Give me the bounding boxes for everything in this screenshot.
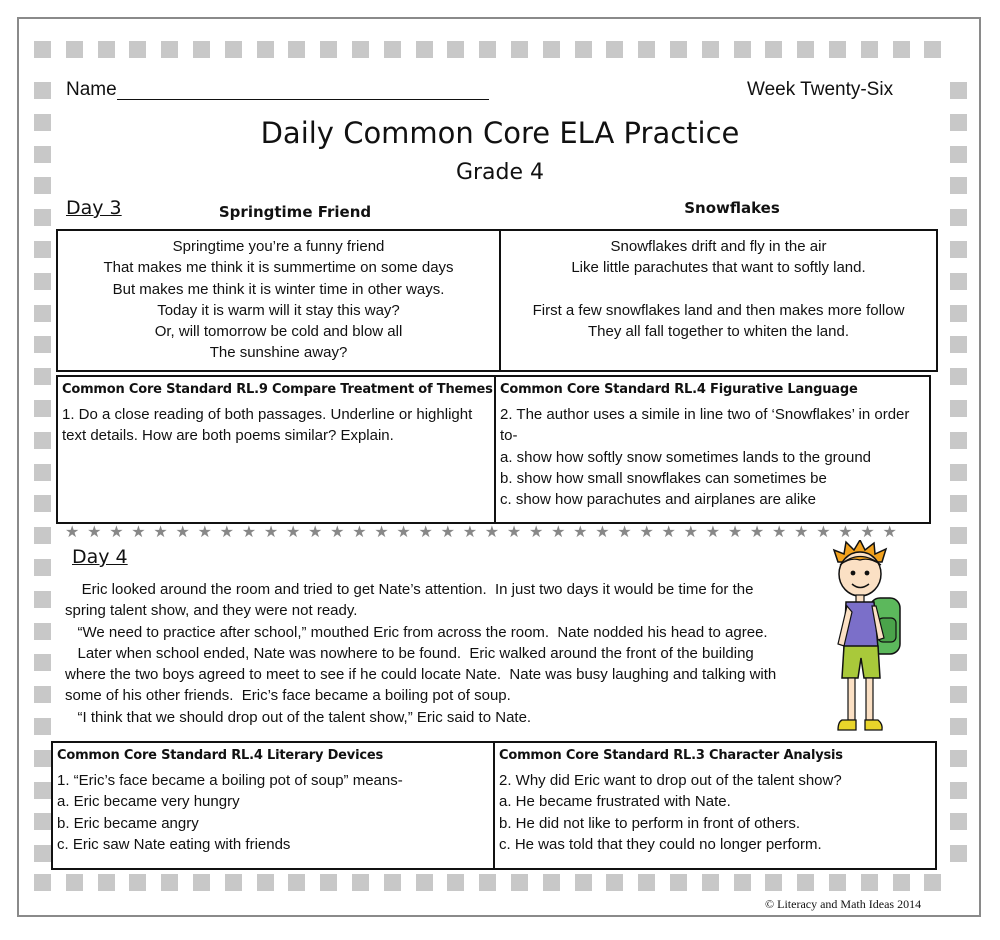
border-square [734,874,751,891]
star-icon: ★ [683,524,698,541]
day3-q1-box[interactable] [56,375,497,524]
border-square [34,368,51,385]
border-square [950,432,967,449]
story-line: “I think that we should drop out of the talent show,” Eric said to Nate. [65,708,532,726]
border-square [638,874,655,891]
border-square [950,845,967,862]
border-square [511,874,528,891]
border-square [950,209,967,226]
star-icon: ★ [308,524,323,541]
border-square [34,623,51,640]
border-square [606,874,623,891]
border-square [950,464,967,481]
star-icon: ★ [727,524,743,541]
star-divider [65,521,897,543]
border-square [950,273,967,290]
border-square [34,241,51,258]
day4-q1-box[interactable] [51,741,495,870]
border-square [225,41,242,58]
border-square [950,305,967,322]
border-square [797,41,814,58]
answer-option-c[interactable]: c. show how parachutes and airplanes are alike [500,491,817,509]
star-icon: ★ [175,524,190,541]
border-square [129,41,146,58]
border-square [950,654,967,671]
poem2-box [499,229,938,372]
poem1-title: Springtime Friend [218,203,372,221]
border-square [950,336,967,353]
star-icon: ★ [396,524,411,541]
grade-label: Grade 4 [455,160,545,185]
star-icon: ★ [263,524,279,541]
border-square [479,41,496,58]
border-square [34,591,51,608]
border-square [34,400,51,417]
border-square [320,874,337,891]
border-square [384,874,401,891]
story-line: Later when school ended, Nate was nowhere to be found. Eric walked around the front of the building [65,644,754,662]
border-square [416,874,433,891]
day3-label: Day 3 [66,197,122,219]
border-square [66,41,83,58]
answer-option-a[interactable]: a. show how softly snow sometimes lands to the ground [500,448,872,466]
star-icon: ★ [285,524,301,541]
border-square [34,813,51,830]
star-icon: ★ [109,524,124,541]
border-square [98,874,115,891]
border-square [543,874,560,891]
star-icon: ★ [595,524,610,541]
poem-line: The sunshine away? [209,344,348,362]
poem-line: They all fall together to whiten the land. [588,323,849,341]
border-square [765,41,782,58]
border-square [511,41,528,58]
border-square [950,718,967,735]
name-label: Name [66,79,117,100]
answer-option-a[interactable]: a. Eric became very hungry [57,793,240,811]
star-icon: ★ [330,524,345,541]
star-icon: ★ [749,524,765,541]
star-icon: ★ [153,524,168,541]
border-square [924,874,941,891]
star-icon: ★ [484,524,500,541]
star-icon: ★ [462,524,478,541]
copyright: © Literacy and Math Ideas 2014 [765,897,922,911]
star-icon: ★ [197,524,212,541]
border-square [34,750,51,767]
border-square [702,41,719,58]
border-square [575,41,592,58]
border-square [950,527,967,544]
border-square [161,874,178,891]
border-square [34,432,51,449]
border-square [950,241,967,258]
border-square [257,874,274,891]
standard-label: Common Core Standard RL.3 Character Analysis [499,748,843,763]
star-icon: ★ [528,524,544,541]
border-square [950,368,967,385]
star-icon: ★ [639,524,654,541]
star-icon: ★ [772,524,787,541]
border-square [861,41,878,58]
story-line: some of his other friends. Eric’s face became a boiling pot of soup. [65,687,511,705]
star-icon: ★ [661,524,676,541]
border-square [893,874,910,891]
question-line: text details. How are both poems similar? Explain. [62,427,394,445]
star-icon: ★ [241,524,257,541]
star-icon: ★ [573,524,588,541]
star-icon: ★ [794,524,809,541]
border-square [34,41,51,58]
border-square [950,82,967,99]
border-square [950,559,967,576]
standard-label: Common Core Standard RL.9 Compare Treatment of Themes [62,382,493,397]
name-line[interactable] [117,99,489,100]
day4-label: Day 4 [72,546,128,568]
border-square [193,41,210,58]
border-square [193,874,210,891]
border-square [797,874,814,891]
star-icon: ★ [131,524,146,541]
answer-option-b[interactable]: b. He did not like to perform in front of others. [499,814,800,832]
border-square [543,41,560,58]
border-square [734,41,751,58]
border-square [288,874,305,891]
border-square [352,41,369,58]
border-square [288,41,305,58]
star-icon: ★ [506,524,522,541]
border-square [34,464,51,481]
standard-label: Common Core Standard RL.4 Figurative Language [500,382,858,397]
star-icon: ★ [219,524,234,541]
border-square [34,718,51,735]
star-icon: ★ [65,524,80,541]
border-square [950,686,967,703]
star-icon: ★ [551,524,566,541]
border-square [950,591,967,608]
border-square [34,654,51,671]
border-square [34,782,51,799]
border-square [702,874,719,891]
question-text [57,770,403,855]
border-square [670,41,687,58]
page-title: Daily Common Core ELA Practice [260,116,740,150]
question-line: 2. Why did Eric want to drop out of the talent show? [499,772,842,789]
border-square [575,874,592,891]
border-square [98,41,115,58]
star-icon: ★ [87,524,102,541]
border-square [829,41,846,58]
border-square [225,874,242,891]
poem2-title: Snowflakes [684,199,780,217]
poem-line: That makes me think it is summertime on some days [103,259,454,277]
question-line: 1. “Eric’s face became a boiling pot of soup” means- [57,772,403,789]
poem-line: Like little parachutes that want to softly land. [571,259,866,277]
poem-line: Springtime you’re a funny friend [172,238,385,255]
border-square [447,41,464,58]
border-square [66,874,83,891]
day4-q2-box[interactable] [493,741,937,870]
star-icon: ★ [860,524,875,541]
border-square [447,874,464,891]
border-square [829,874,846,891]
answer-option-b[interactable]: b. show how small snowflakes can sometimes be [500,469,827,487]
poem-line: First a few snowflakes land and then makes more follow [532,301,905,319]
star-icon: ★ [440,524,455,541]
border-square [384,41,401,58]
border-square [861,874,878,891]
star-icon: ★ [882,524,897,541]
star-icon: ★ [816,524,831,541]
border-square [950,813,967,830]
standard-label: Common Core Standard RL.4 Literary Devices [57,748,383,763]
border-square [161,41,178,58]
poem-line: Today it is warm will it stay this way? [157,301,400,319]
border-square [950,750,967,767]
border-square [34,874,51,891]
story-line: Eric looked around the room and tried to get Nate’s attention. In just two days it would be time for the [65,581,754,598]
answer-option-b[interactable]: b. Eric became angry [57,814,199,832]
boy-with-backpack-illustration [828,540,908,736]
question-text [62,404,472,447]
border-square [34,336,51,353]
answer-option-c[interactable]: c. Eric saw Nate eating with friends [57,835,291,853]
border-square [34,209,51,226]
border-square [34,495,51,512]
border-square [765,874,782,891]
border-square [950,495,967,512]
story-passage [65,579,805,728]
star-icon: ★ [617,524,632,541]
week-label: Week Twenty-Six [747,79,894,100]
star-icon: ★ [838,524,853,541]
answer-option-a[interactable]: a. He became frustrated with Nate. [499,793,731,811]
poem-line [501,279,936,300]
border-square [479,874,496,891]
border-square [352,874,369,891]
star-icon: ★ [418,524,433,541]
border-square [257,41,274,58]
border-square [129,874,146,891]
border-square [34,686,51,703]
question-line: 1. Do a close reading of both passages. Underline or highlight [62,406,473,423]
question-line: 2. The author uses a simile in line two of ‘Snowflakes’ in order [500,406,910,423]
border-square [950,400,967,417]
star-icon: ★ [352,524,367,541]
border-square [34,527,51,544]
border-square [893,41,910,58]
question-text [499,770,842,855]
border-square [638,41,655,58]
border-square [34,273,51,290]
border-square [606,41,623,58]
poem-line: But makes me think it is winter time in other ways. [112,280,445,298]
border-square [950,623,967,640]
story-line: “We need to practice after school,” mouthed Eric from across the room. Nate nodded his head to agree. [65,623,768,641]
star-icon: ★ [705,524,721,541]
border-square [34,82,51,99]
story-line: where the two boys agreed to meet to see if he could locate Nate. Nate was busy laughing and talking with [65,666,777,684]
day3-q2-box[interactable] [494,375,931,524]
star-icon: ★ [374,524,389,541]
border-square [416,41,433,58]
border-square [950,782,967,799]
poem-line: Snowflakes drift and fly in the air [610,238,827,255]
border-square [34,559,51,576]
question-text [500,404,909,510]
border-square [34,305,51,322]
border-square [34,845,51,862]
question-line: to- [500,427,518,445]
answer-option-c[interactable]: c. He was told that they could no longer perform. [499,835,822,853]
border-square [670,874,687,891]
story-line: spring talent show, and they were not ready. [65,602,358,620]
border-square [320,41,337,58]
poem-line: Or, will tomorrow be cold and blow all [154,323,403,341]
poem1-box [56,229,501,372]
border-square [924,41,941,58]
